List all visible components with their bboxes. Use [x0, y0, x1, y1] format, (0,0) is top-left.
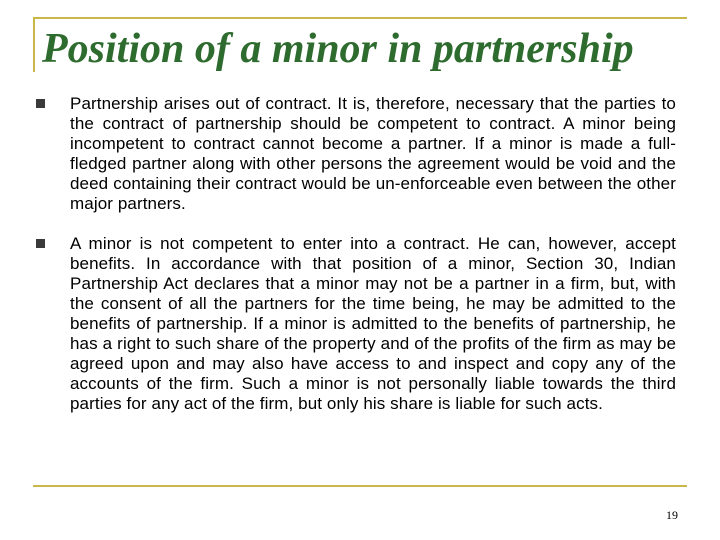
page-number: 19	[666, 508, 678, 522]
bullet-item	[36, 94, 676, 214]
square-bullet-icon	[36, 239, 45, 248]
title-top-rule	[33, 17, 687, 19]
square-bullet-icon	[36, 99, 45, 108]
bullet-text: A minor is not competent to enter into a contract. He can, however, accept benefits. In accordance with that position of a minor, Section 30, Indian Partnership Act declares that a minor may not be a partner in a firm, but, with the consent of all the partners for the time being, he may be admitted to the benefits of partnership. If a minor is admitted to the benefits of partnership, he has a right to such share of the property and of the profits of the firm as may be agreed upon and may also have access to and inspect and copy any of the accounts of the firm. Such a minor is not personally liable towards the third parties for any act of the firm, but only his share is liable for such acts.	[70, 234, 676, 413]
bullet-text: Partnership arises out of contract. It is, therefore, necessary that the parties to the contract of partnership should be competent to contract. A minor being incompetent to contract cannot become a partner. If a minor is made a full-fledged partner along with other persons the agreement would be void and the deed containing their contract would be un-enforceable even between the other major partners.	[70, 94, 676, 213]
footer-rule	[33, 485, 687, 487]
title-left-rule	[33, 18, 35, 72]
bullet-list	[36, 94, 676, 434]
bullet-item	[36, 234, 676, 414]
slide-title: Position of a minor in partnership	[42, 26, 634, 72]
